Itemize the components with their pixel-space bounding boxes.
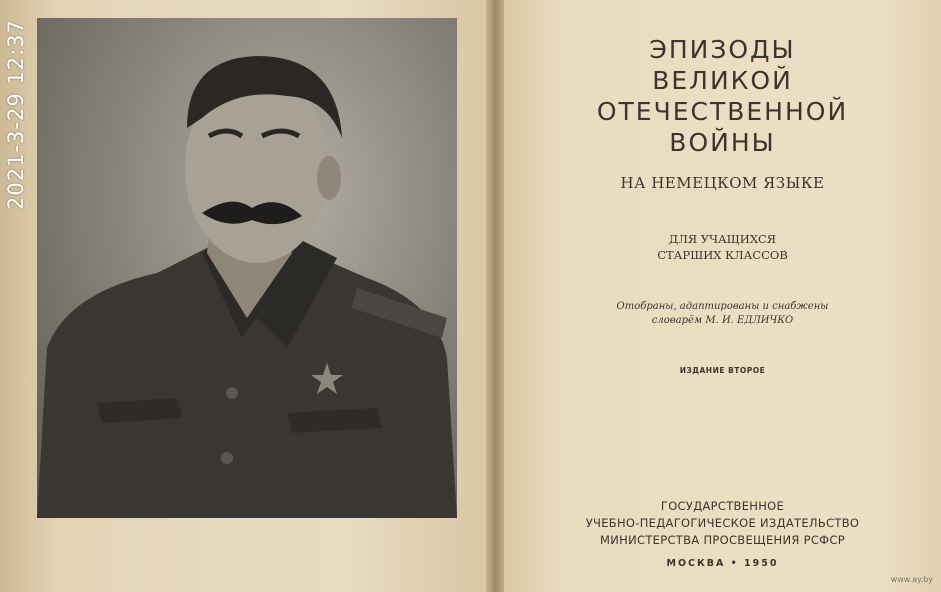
photo-timestamp: 2021-3-29 12:37 — [4, 19, 28, 210]
publisher-line: МИНИСТЕРСТВА ПРОСВЕЩЕНИЯ РСФСР — [600, 533, 845, 547]
publisher-block — [504, 498, 941, 549]
edition-label: ИЗДАНИЕ ВТОРОЕ — [679, 366, 766, 375]
publisher-line: УЧЕБНО-ПЕДАГОГИЧЕСКОЕ ИЗДАТЕЛЬСТВО — [585, 516, 860, 530]
audience-note — [504, 231, 941, 263]
audience-line: СТАРШИХ КЛАССОВ — [657, 248, 788, 262]
title-page — [504, 0, 941, 592]
title-line: ВЕЛИКОЙ — [652, 66, 793, 95]
title-line: ВОЙНЫ — [669, 128, 776, 157]
compiler-line: словарём М. И. ЕДЛИЧКО — [651, 315, 794, 326]
language-subtitle: НА НЕМЕЦКОМ ЯЗЫКЕ — [620, 174, 825, 192]
compiler-line: Отобраны, адаптированы и снабжены — [616, 301, 829, 312]
site-watermark: www.ay.by — [890, 575, 933, 584]
publisher-line: ГОСУДАРСТВЕННОЕ — [660, 499, 785, 513]
title-line: ЭПИЗОДЫ — [649, 35, 796, 64]
book-gutter — [486, 0, 506, 592]
portrait-photo — [37, 18, 457, 518]
portrait-drawing — [37, 18, 457, 518]
title-line: ОТЕЧЕСТВЕННОЙ — [596, 97, 849, 126]
audience-line: ДЛЯ УЧАЩИХСЯ — [668, 232, 777, 246]
book-title — [504, 34, 941, 158]
place-year: МОСКВА • 1950 — [666, 558, 779, 569]
compiler-credit — [504, 300, 941, 328]
